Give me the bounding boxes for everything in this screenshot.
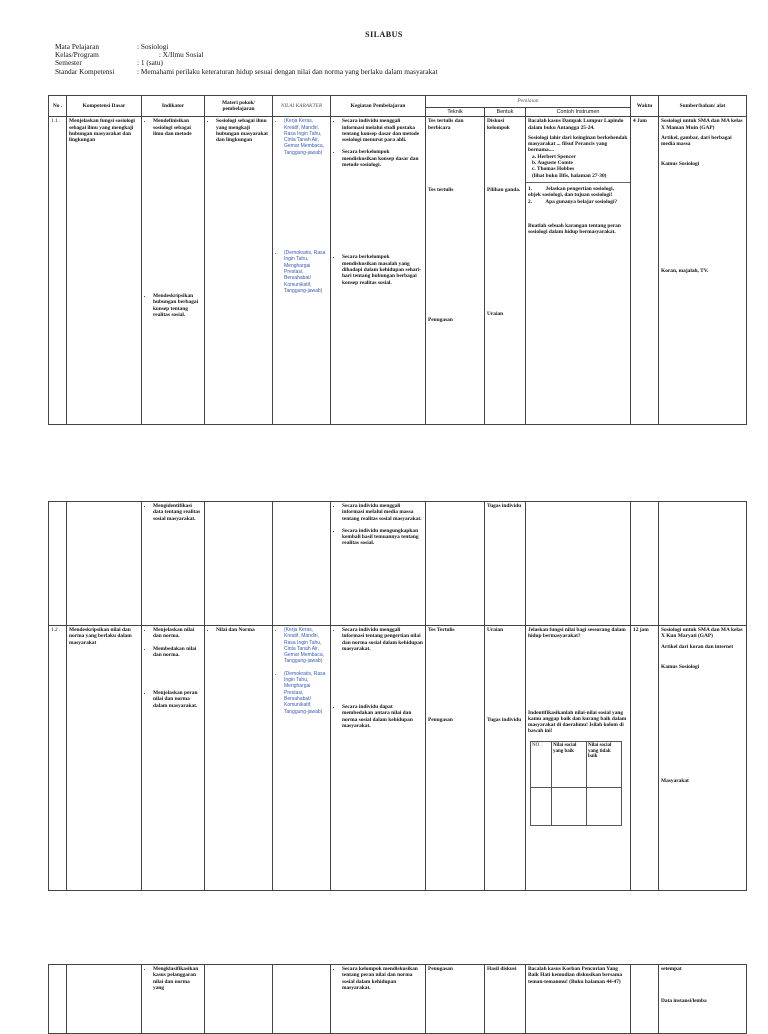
header-teknik: Teknik bbox=[426, 108, 485, 117]
materi-cell bbox=[205, 626, 273, 891]
kompetensi-dasar-cell: Mendeskripsikan nilai dan norma yang berlaku dalam masyarakat bbox=[67, 626, 142, 891]
bentuk-text: Uraian bbox=[487, 311, 504, 318]
sumber-cell bbox=[659, 502, 747, 626]
nilai-item: • (Kerja Keras, Kreatif, Mandiri, Rasa Ingin Tahu, Cinta Tanah Air, Gemar Membaca, Tanggung-jawab) bbox=[284, 627, 328, 665]
sumber-text: setempat bbox=[661, 966, 682, 972]
bentuk-text: Tugas individu bbox=[487, 717, 522, 724]
teknik-cell bbox=[426, 626, 485, 891]
waktu-cell: 4 Jam bbox=[631, 117, 659, 425]
sumber-cell bbox=[659, 117, 747, 425]
indikator-cell bbox=[142, 965, 205, 1034]
nilai-item: • (Demokratis, Rasa Ingin Tahu, Menghargai Prestasi, Bersahabat/ Komunikatif, Tanggung-jawab) bbox=[284, 671, 328, 715]
bentuk-cell: Hasil diskusi bbox=[485, 965, 526, 1034]
kompetensi-dasar-cell bbox=[67, 965, 142, 1034]
row-number bbox=[49, 502, 67, 626]
bentuk-text: Uraian bbox=[487, 627, 504, 633]
nilai-item: • (Kerja Keras, Kreatif, Mandiri, Rasa Ingin Tahu, Cinta Tanah Air, Gemar Membaca, Tanggung-jawab) bbox=[284, 118, 328, 156]
syllabus-table-section-1 bbox=[48, 95, 747, 425]
indikator-cell bbox=[142, 626, 205, 891]
kegiatan-item: • Secara individu menggali informasi melalui studi pustaka tentang konsep dasar dan metode sosiologi menurut para ahli. bbox=[342, 118, 423, 143]
sumber-text: Sosiologi untuk SMA dan MA kelas X Maman Muin (GAP) bbox=[661, 118, 743, 131]
nilai-karakter-cell bbox=[273, 965, 331, 1034]
teknik-text: Penugasan bbox=[428, 717, 453, 724]
sumber-text: Kamus Sosiologi bbox=[661, 663, 700, 670]
kegiatan-cell bbox=[331, 117, 426, 425]
row-number: 1.2 . bbox=[49, 626, 67, 891]
waktu-cell bbox=[631, 502, 659, 626]
contoh-instrumen-cell bbox=[526, 502, 631, 626]
mini-header-tidak-baik: Nilai social yang tidak baik bbox=[586, 741, 621, 787]
indikator-item: • Membedakan nilai dan norma. bbox=[153, 646, 202, 659]
row-number: 1.1 . bbox=[49, 117, 67, 425]
kompetensi-dasar-cell: Menjelaskan fungsi sosiologi sebagai ilmu yang mengkaji hubungan masyarakat dan lingkungan bbox=[67, 117, 142, 425]
header-sumber: Sumber/bahan/ alat bbox=[659, 96, 747, 117]
meta-row bbox=[55, 68, 437, 76]
mini-cell bbox=[586, 787, 621, 825]
contoh-text: Jelaskan fungsi nilai bagi seseorang dalam hidup bermasyarakat? bbox=[528, 627, 626, 640]
nilai-karakter-cell bbox=[273, 502, 331, 626]
materi-item: • Nilai dan Norma bbox=[216, 627, 270, 633]
contoh-text: Bacalah kasus Dampak Lumpur Lapindo dalam buku Antangga 25-24. bbox=[528, 118, 624, 131]
meta-row bbox=[55, 43, 437, 51]
meta-key: Mata Pelajaran bbox=[55, 42, 99, 51]
indikator-item: • Menjelaskan nilai dan norma. bbox=[153, 627, 202, 640]
kegiatan-cell bbox=[331, 502, 426, 626]
sumber-text: Kamus Sosiologi bbox=[661, 161, 700, 168]
bentuk-cell bbox=[485, 626, 526, 891]
header-contoh-instrumen: Contoh Instrumen bbox=[526, 108, 631, 117]
kegiatan-item: • Secara individu mengungkapkan kembali hasil temuannya tentang realitas sosial. bbox=[342, 528, 423, 547]
kompetensi-dasar-cell bbox=[67, 502, 142, 626]
sumber-text: Artikel dari koran dan internet bbox=[661, 643, 734, 650]
teknik-text: Tes tertulis dan berbicara bbox=[428, 118, 464, 131]
teknik-cell bbox=[426, 502, 485, 626]
kegiatan-item: • Secara berkelompok mendiskusikan konsep dasar dan metode sosiologi. bbox=[342, 149, 423, 168]
materi-cell bbox=[205, 117, 273, 425]
header-bentuk: Bentuk bbox=[485, 108, 526, 117]
header-kegiatan: Kegiatan Pembelajaran bbox=[331, 96, 426, 117]
kegiatan-item: • Secara individu menggali informasi tentang pengertian nilai dan norma sosial dalam kehidupan masyarakat. bbox=[342, 627, 423, 652]
option-item: b. Auguste Comte bbox=[532, 160, 573, 167]
meta-key: Kelas/Program bbox=[55, 50, 99, 60]
bentuk-text: Diskusi kelompok bbox=[487, 118, 510, 131]
contoh-instrumen-cell bbox=[526, 626, 631, 891]
kegiatan-item: • Secara individu menggali informasi melalui media massa tentang realitas sosial masyarakat. bbox=[342, 503, 423, 522]
mini-cell bbox=[531, 787, 552, 825]
sumber-text: Masyarakat bbox=[661, 778, 689, 785]
teknik-cell bbox=[426, 117, 485, 425]
bentuk-text: Pilihan ganda. bbox=[487, 186, 521, 193]
contoh-text: Sosiologi lahir dari keinginan berkehendak masyarakat ... filsuf Perancis yang bernama.... bbox=[528, 134, 628, 154]
materi-cell bbox=[205, 965, 273, 1034]
option-item: a. Herbert Spencer bbox=[532, 153, 576, 160]
header-indikator: Indikator bbox=[142, 96, 205, 117]
nilai-karakter-cell bbox=[273, 117, 331, 425]
question-item: 1. Jelaskan pengertian sosiologi, objek sosiologi, dan tujuan sosiologi! bbox=[528, 185, 616, 199]
contoh-text: Indentifikasikanlah nilai-nilai sosial yang kamu anggap baik dan kurang baik dalam masyarakat di daerahmu! Isilah kolom di bawah ini! bbox=[528, 709, 627, 735]
nilai-social-mini-table bbox=[530, 741, 622, 826]
meta-value: : X/Ilmu Sosial bbox=[137, 50, 204, 60]
teknik-text: Tes tertulis bbox=[428, 186, 454, 193]
indikator-item: • Mengidentifikasi data tentang realitas sosial masyarakat. bbox=[153, 503, 202, 522]
mini-cell bbox=[551, 787, 586, 825]
indikator-item: • Mendeskripsikan hubungan berbagai konsep tentang realitas sosial. bbox=[153, 293, 202, 318]
kegiatan-cell bbox=[331, 626, 426, 891]
header-kompetensi-dasar: Kompetensi Dasar bbox=[67, 96, 142, 117]
sumber-text: Data instansi/lemba bbox=[661, 998, 707, 1005]
syllabus-table-section-2 bbox=[48, 501, 747, 891]
sumber-cell bbox=[659, 626, 747, 891]
kegiatan-cell bbox=[331, 965, 426, 1034]
nilai-karakter-cell bbox=[273, 626, 331, 891]
sumber-cell bbox=[659, 965, 747, 1034]
meta-value: : 1 (satu) bbox=[137, 58, 163, 68]
meta-key: Semester bbox=[55, 58, 82, 68]
header-materi: Materi pokok/ pembelajaran bbox=[205, 96, 273, 117]
meta-value: : Sosiologi bbox=[137, 42, 169, 51]
kegiatan-item: • Secara berkelompok mendiskusikan masalah yang dihadapi dalam kehidupan sehari-hari tentang hubungan berbagai konsep realitas sosial. bbox=[342, 254, 423, 285]
waktu-cell bbox=[631, 965, 659, 1034]
mini-header-baik: Nilai social yang baik bbox=[551, 741, 586, 787]
question-item: 2. Apa gunanya belajar sosiologi? bbox=[528, 198, 618, 205]
kegiatan-item: • Secara individu dapat membedakan antara nilai dan norma sosial dalam kehidupan masyarakat. bbox=[342, 704, 423, 729]
header-waktu: Waktu bbox=[631, 96, 659, 117]
bentuk-cell bbox=[485, 117, 526, 425]
sumber-text: Artikel, gambar, dari berbagai media massa bbox=[661, 134, 732, 148]
indikator-item: • Menjelaskan peran nilai dan norma dalam masyarakat. bbox=[153, 690, 202, 709]
materi-item: • Sosiologi sebagai ilmu yang mengkaji hubungan masyarakat dan lingkungan bbox=[216, 118, 270, 143]
header-penilaian: Penilaian bbox=[426, 96, 631, 108]
contoh-instrumen-cell: Bacalah kasus Korban Pencurian Yang Baik Hati kemudian diskusikan bersama teman-temanmu! (Buku halaman 44-47) bbox=[526, 965, 631, 1034]
kegiatan-item: • Secara kelompok mendiskusikan tentang peran nilai dan norma sosial dalam kehidupan masyarakat. bbox=[342, 966, 423, 991]
meta-value: : Memahami perilaku keteraturan hidup sesuai dengan nilai dan norma yang berlaku dalam masyarakat bbox=[137, 66, 438, 76]
page-title: SILABUS bbox=[365, 30, 403, 39]
teknik-text: Tes Tertulis bbox=[428, 627, 455, 633]
mini-header-no: NO . bbox=[531, 741, 552, 787]
header-nilai-karakter: NILAI KARAKTER bbox=[273, 96, 331, 117]
materi-cell bbox=[205, 502, 273, 626]
sumber-text: Sosiologi untuk SMA dan MA kelas X Kun Maryati (GAP) bbox=[661, 627, 743, 640]
indikator-item: • Mengklasifikasikan kasus pelanggaran nilai dan norma yang bbox=[153, 966, 202, 991]
waktu-cell: 12 jam bbox=[631, 626, 659, 891]
syllabus-meta bbox=[55, 43, 437, 76]
meta-row bbox=[55, 51, 437, 59]
indikator-cell bbox=[142, 117, 205, 425]
meta-key: Standar Kompetensi bbox=[55, 66, 115, 76]
contoh-instrumen-cell bbox=[526, 117, 631, 425]
option-item: c. Thomas Hobbes bbox=[532, 166, 575, 173]
nilai-item: • (Demokratis, Rasa Ingin Tahu, Menghargai Prestasi, Bersahabat/ Komunikatif, Tanggung-jawab) bbox=[284, 250, 328, 294]
teknik-text: Penugasan bbox=[428, 317, 453, 324]
bentuk-cell: Tugas individu bbox=[485, 502, 526, 626]
contoh-text: Buatlah sebuah karangan tentang peran sosiologi dalam hidup bermasyarakat. bbox=[528, 222, 621, 236]
sumber-text: Koran, majalah, TV. bbox=[661, 267, 709, 274]
option-item: (lihat buku Ilfis, halaman 27-30) bbox=[528, 172, 607, 179]
header-no: No . bbox=[49, 96, 67, 117]
teknik-cell: Penugasan bbox=[426, 965, 485, 1034]
row-number bbox=[49, 965, 67, 1034]
indikator-cell bbox=[142, 502, 205, 626]
indikator-item: • Mendefinisikan sosiologi sebagai ilmu dan metode bbox=[153, 118, 202, 137]
